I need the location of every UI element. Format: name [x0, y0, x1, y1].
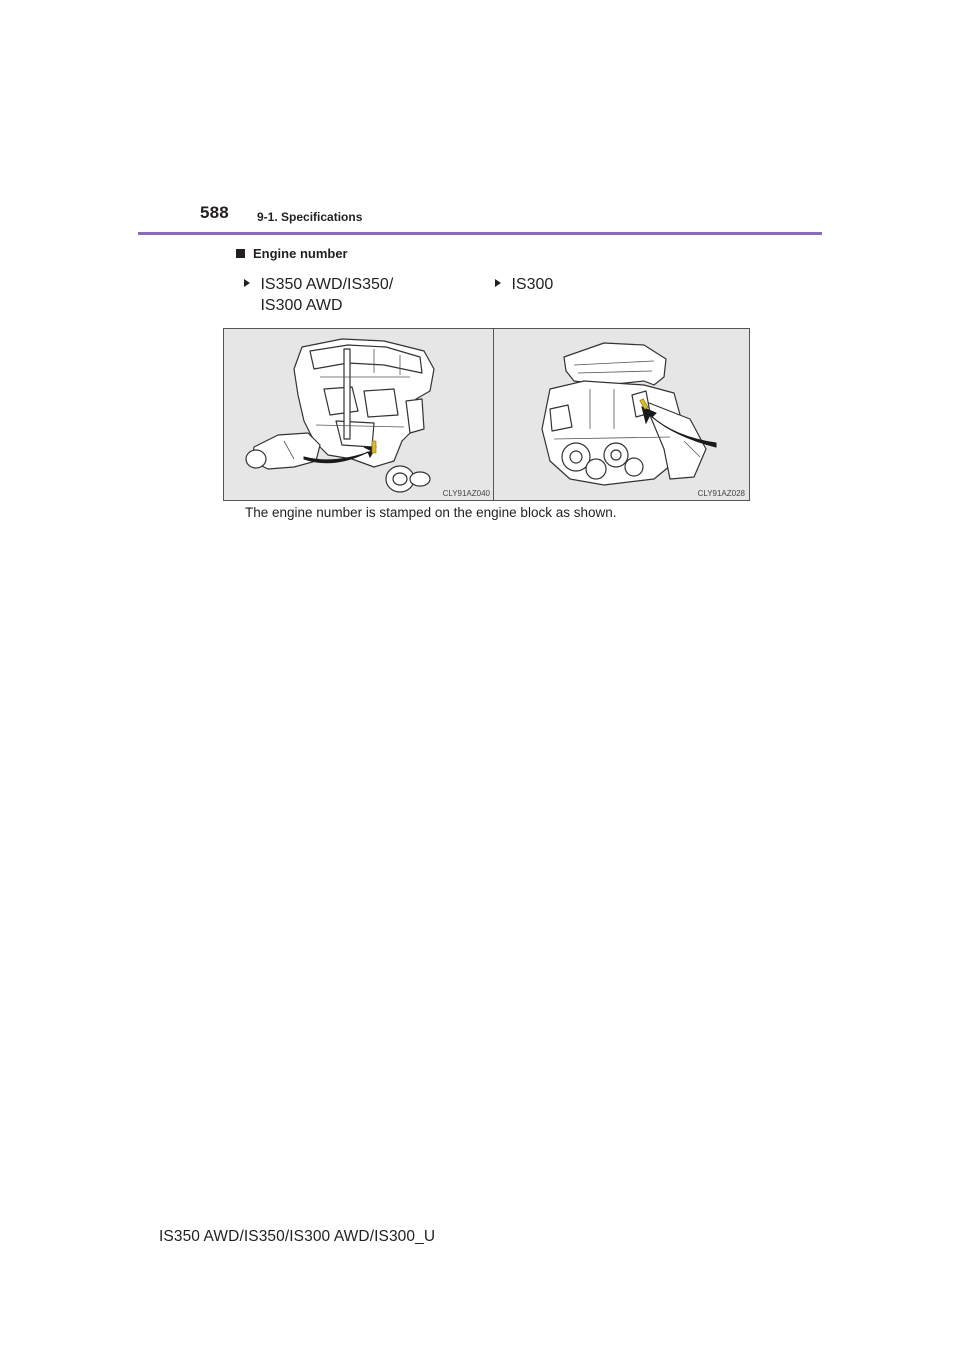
engine-figure-left	[223, 328, 495, 501]
engine-number-heading	[236, 246, 348, 261]
variant-text-right: IS300	[511, 276, 554, 293]
section-title: 9-1. Specifications	[257, 210, 363, 224]
variant-text-left: IS350 AWD/IS350/ IS300 AWD	[260, 276, 394, 314]
header-rule	[138, 232, 822, 235]
square-bullet-icon	[236, 249, 245, 258]
engine-illustration-icon	[224, 329, 494, 500]
heading-text: Engine number	[253, 246, 348, 261]
triangle-bullet-icon	[495, 279, 501, 287]
engine-illustration-icon	[494, 329, 749, 500]
figure-code-right: CLY91AZ028	[697, 489, 745, 498]
triangle-bullet-icon	[244, 279, 250, 287]
variant-label-left	[244, 274, 474, 316]
page-number: 588	[200, 203, 229, 222]
figure-code-left: CLY91AZ040	[442, 489, 490, 498]
engine-figure-right	[493, 328, 750, 501]
figure-caption: The engine number is stamped on the engine block as shown.	[245, 505, 617, 520]
variant-label-right	[495, 274, 695, 295]
footer-model-code: IS350 AWD/IS350/IS300 AWD/IS300_U	[159, 1228, 436, 1245]
